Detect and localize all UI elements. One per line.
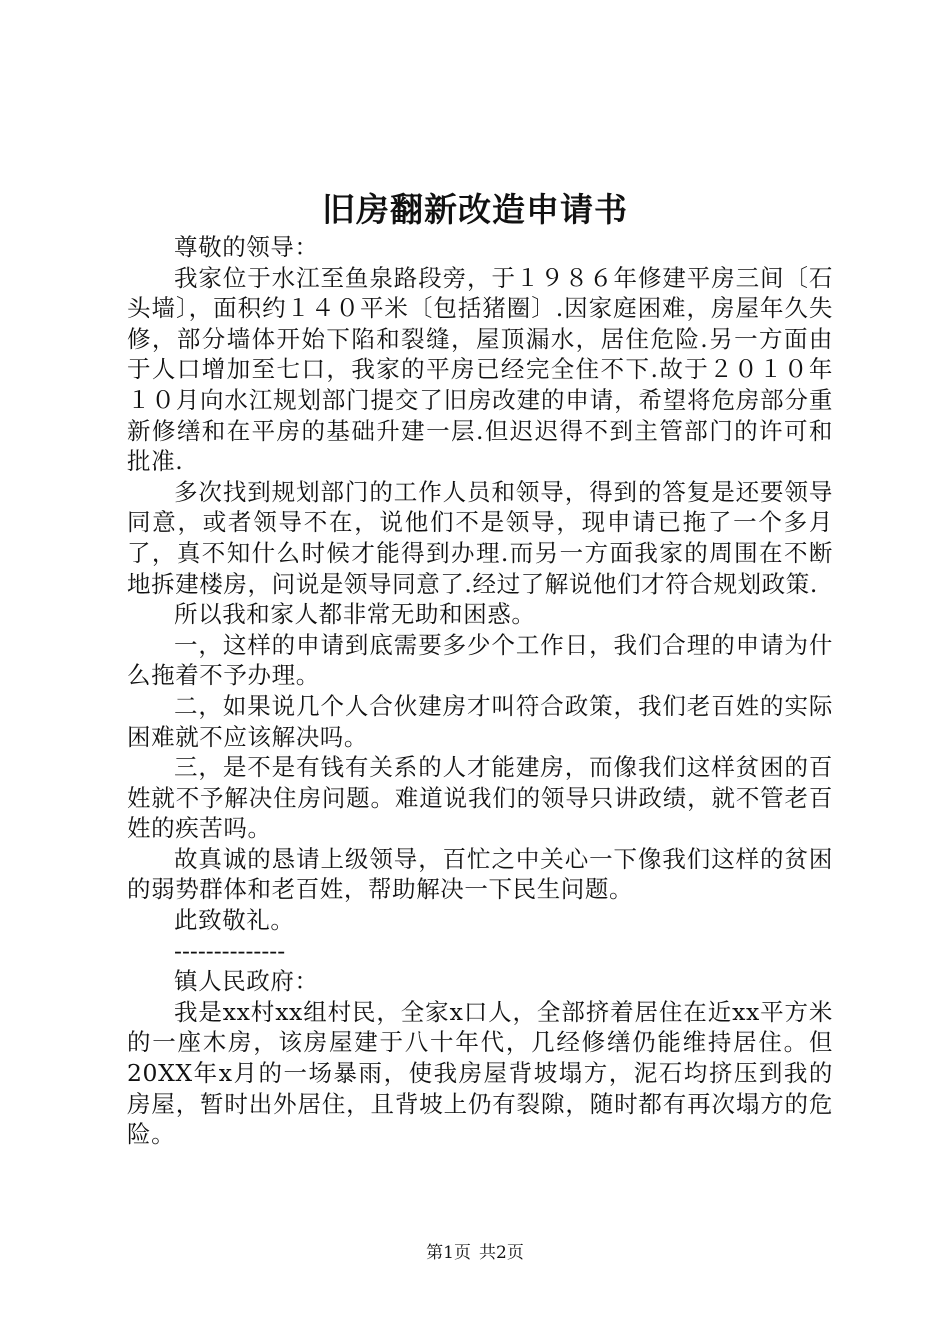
salutation: 镇人民政府：: [174, 967, 319, 996]
paragraph: 故真诚的恳请上级领导，百忙之中关心一下像我们这样的贫困的弱势群体和老百姓，帮助解决一下民生问题。: [127, 844, 833, 904]
paragraph: 二，如果说几个人合伙建房才叫符合政策，我们老百姓的实际困难就不应该解决吗。: [127, 691, 833, 751]
paragraph: 所以我和家人都非常无助和困惑。: [174, 600, 536, 629]
closing: 此致敬礼。: [174, 906, 295, 935]
page-title: 旧房翻新改造申请书: [322, 190, 628, 229]
paragraph: 一，这样的申请到底需要多少个工作日，我们合理的申请为什么拖着不予办理。: [127, 630, 833, 690]
divider-line: --------------: [174, 936, 286, 965]
page-number: 第1页: [426, 1243, 471, 1263]
paragraph: 多次找到规划部门的工作人员和领导，得到的答复是还要领导同意，或者领导不在，说他们不是领导，现申请已拖了一个多月了，真不知什么时候才能得到办理.而另一方面我家的周围在不断地拆建楼房，问说是领导同意了.经过了解说他们才符合规划政策.: [127, 477, 833, 598]
page-total: 共2页: [479, 1243, 524, 1263]
paragraph: 我家位于水江至鱼泉路段旁，于１９８６年修建平房三间〔石头墙〕，面积约１４０平米〔包括猪圈〕.因家庭困难，房屋年久失修，部分墙体开始下陷和裂缝，屋顶漏水，居住危险.另一方面由于人口增加至七口，我家的平房已经完全住不下.故于２０１０年１０月向水江规划部门提交了旧房改建的申请，希望将危房部分重新修缮和在平房的基础升建一层.但迟迟得不到主管部门的许可和批准.: [127, 263, 833, 476]
document-body: [127, 232, 833, 1150]
salutation: 尊敬的领导：: [174, 233, 319, 261]
paragraph: 我是xx村xx组村民，全家x口人，全部挤着居住在近xx平方米的一座木房，该房屋建于八十年代，几经修缮仍能维持居住。但20XX年x月的一场暴雨，使我房屋背坡塌方，泥石均挤压到我的房屋，暂时出外居住，且背坡上仍有裂隙，随时都有再次塌方的危险。: [127, 997, 833, 1149]
page-footer: [0, 1241, 950, 1265]
paragraph: 三，是不是有钱有关系的人才能建房，而像我们这样贫困的百姓就不予解决住房问题。难道说我们的领导只讲政绩，就不管老百姓的疾苦吗。: [127, 753, 833, 843]
